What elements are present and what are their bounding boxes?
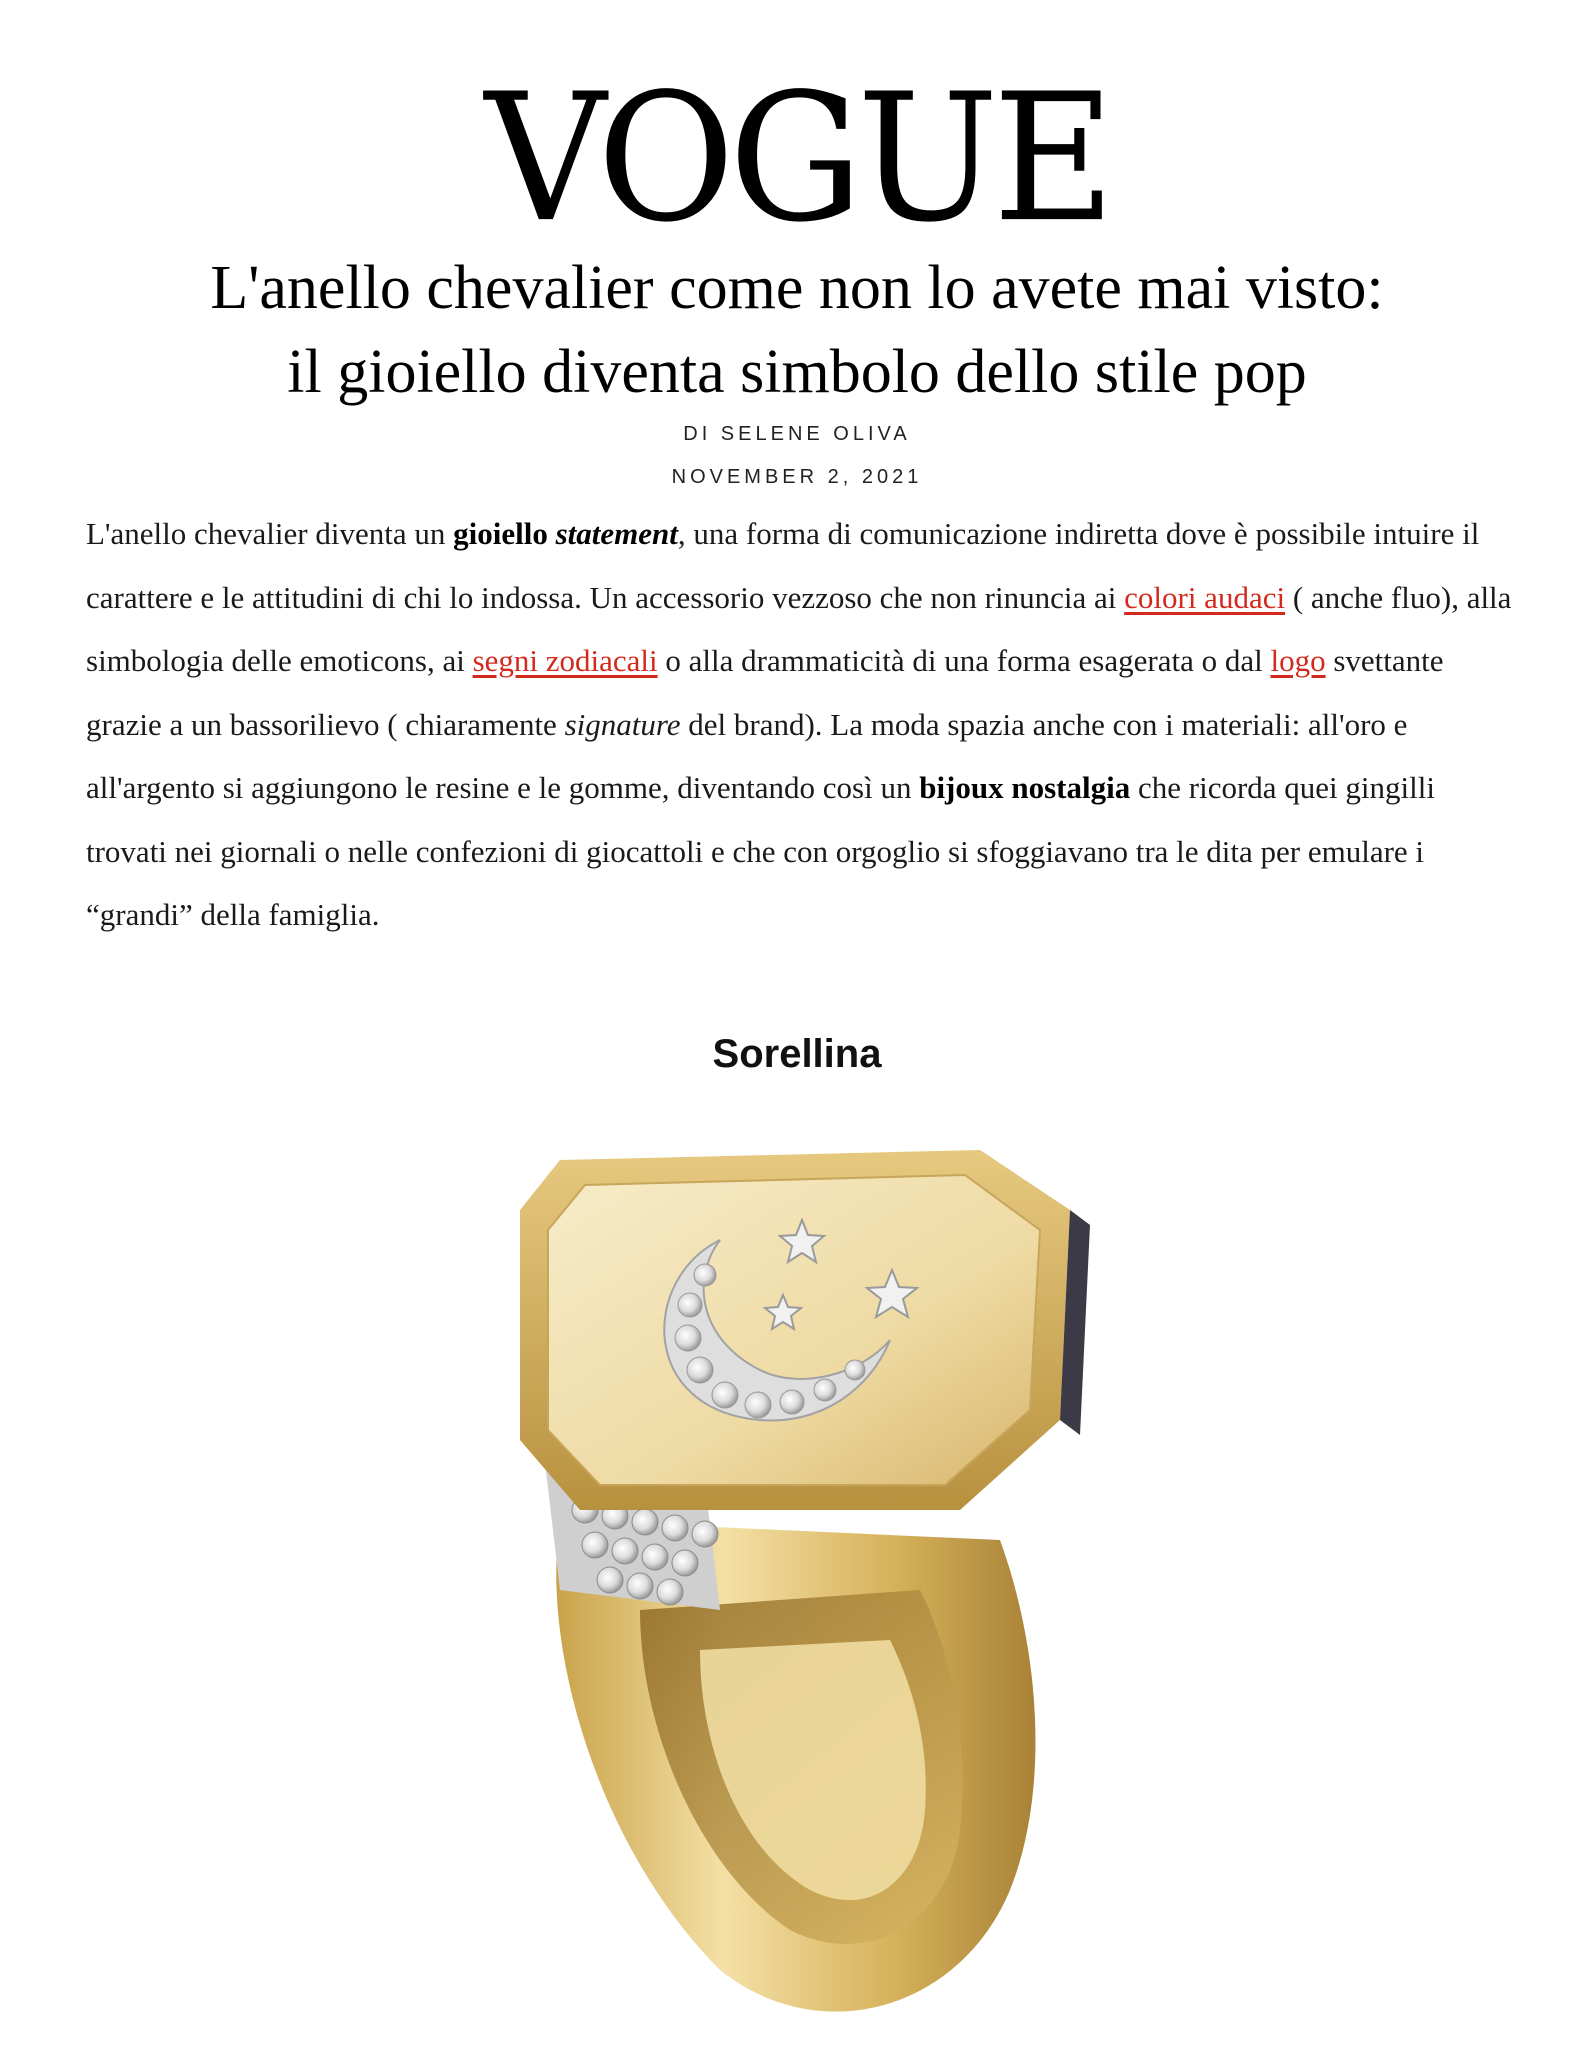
body-text: o alla drammaticità di una forma esagerata o dal [657, 643, 1271, 678]
body-text: , una forma di comunicazione indiretta dove è possibile intuire il carattere e le attitudini di chi lo indossa. Un accessorio vezzoso che non rinuncia ai [86, 516, 1480, 615]
vogue-logo[interactable]: VOGUE [484, 55, 1110, 262]
publish-date: NOVEMBER 2, 2021 [671, 466, 923, 488]
bold-text: bijoux nostalgia [919, 770, 1131, 805]
bold-italic-text: statement [555, 516, 678, 551]
headline-line-2: il gioiello diventa simbolo dello stile pop [287, 338, 1307, 406]
body-text: L'anello chevalier diventa un [86, 516, 454, 551]
image-caption: Sorellina [712, 1032, 882, 1076]
body-text: svettante grazie a un bassorilievo ( chiaramente [86, 643, 1444, 742]
bold-text: gioiello statement [453, 516, 678, 551]
headline-line-1: L'anello chevalier come non lo avete mai visto: [210, 254, 1384, 322]
body-text: che ricorda quei gingilli trovati nei giornali o nelle confezioni di giocattoli e che con orgoglio si sfoggiavano tra le dita per emulare i “grandi” della famiglia. [86, 770, 1435, 932]
article-headline [0, 246, 1594, 414]
link-logo[interactable]: logo [1270, 643, 1326, 678]
link-colori-audaci[interactable]: colori audaci [1124, 579, 1286, 615]
body-text: del brand). La moda spazia anche con i materiali: all'oro e all'argento si aggiungono le resine e le gomme, diventando così un [86, 706, 1408, 805]
italic-text: signature [564, 706, 681, 742]
ring-image [0, 1090, 1594, 2050]
author-byline[interactable]: DI SELENE OLIVA [683, 423, 911, 445]
body-text: ( anche fluo), alla simbologia delle emoticons, ai [86, 579, 1512, 678]
article-body [86, 502, 1516, 947]
link-segni-zodiacali[interactable]: segni zodiacali [472, 643, 658, 678]
signet-ring-illustration [0, 1090, 1594, 2050]
